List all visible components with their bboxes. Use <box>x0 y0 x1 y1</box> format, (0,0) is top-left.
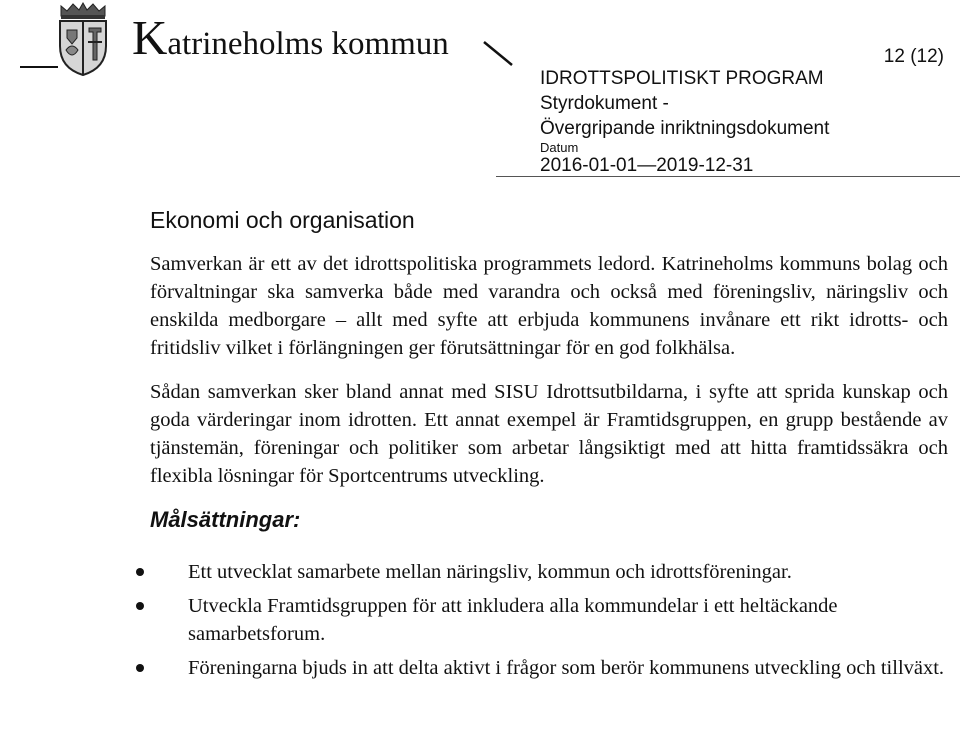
paragraph: Sådan samverkan sker bland annat med SISU Idrottsutbildarna, i syfte att sprida kunskap och goda värderingar inom idrotten. Ett annat exempel är Framtidsgruppen, en grupp bestående av tjänstemän, föreningar och politiker som arbetar långsiktigt med att hitta framtidssäkra och flexibla lösningar för Sportcentrums utveckling. <box>150 381 948 487</box>
goal-list-item <box>136 654 948 682</box>
municipal-coat-of-arms-icon <box>55 2 111 76</box>
organization-name <box>132 10 449 68</box>
goal-list-item <box>136 592 948 648</box>
goal-text: Ett utvecklat samarbete mellan näringsliv, kommun och idrottsföreningar. <box>188 561 792 583</box>
organization-name-rest: atrineholms kommun <box>167 26 449 62</box>
goals-list <box>136 558 948 682</box>
goal-text: Utveckla Framtidsgruppen för att inkludera alla kommundelar i ett heltäckande samarbetsforum. <box>188 595 838 645</box>
date-value: 2016-01-01—2019-12-31 <box>540 155 754 176</box>
paragraph: Samverkan är ett av det idrottspolitiska programmets ledord. Katrineholms kommuns bolag och förvaltningar ska samverka både med varandra och också med föreningsliv, näringsliv och enskilda medborgare – allt med syfte att erbjuda kommunens invånare ett rikt idrotts- och fritidsliv vilket i förlängningen ger förutsättningar för en god folkhälsa. <box>150 253 948 359</box>
bullet-dot-icon <box>136 664 144 672</box>
bullet-dot-icon <box>136 568 144 576</box>
goal-text: Föreningarna bjuds in att delta aktivt i frågor som berör kommunens utveckling och tillväxt. <box>188 657 945 679</box>
goal-list-item <box>136 558 948 586</box>
goals-title: Målsättningar: <box>150 507 301 532</box>
section-body <box>150 204 948 688</box>
header-divider <box>496 176 960 177</box>
document-type-line-1: Styrdokument - <box>540 93 669 114</box>
page-number: 12 (12) <box>883 46 944 67</box>
bullet-dot-icon <box>136 602 144 610</box>
organization-name-initial: K <box>132 10 168 65</box>
logo-slash-mark <box>482 40 516 68</box>
logo-rule <box>20 66 58 68</box>
program-title: IDROTTSPOLITISKT PROGRAM <box>540 68 824 89</box>
document-type-line-2: Övergripande inriktningsdokument <box>540 118 830 139</box>
section-title: Ekonomi och organisation <box>150 207 415 233</box>
date-label: Datum <box>540 140 579 155</box>
